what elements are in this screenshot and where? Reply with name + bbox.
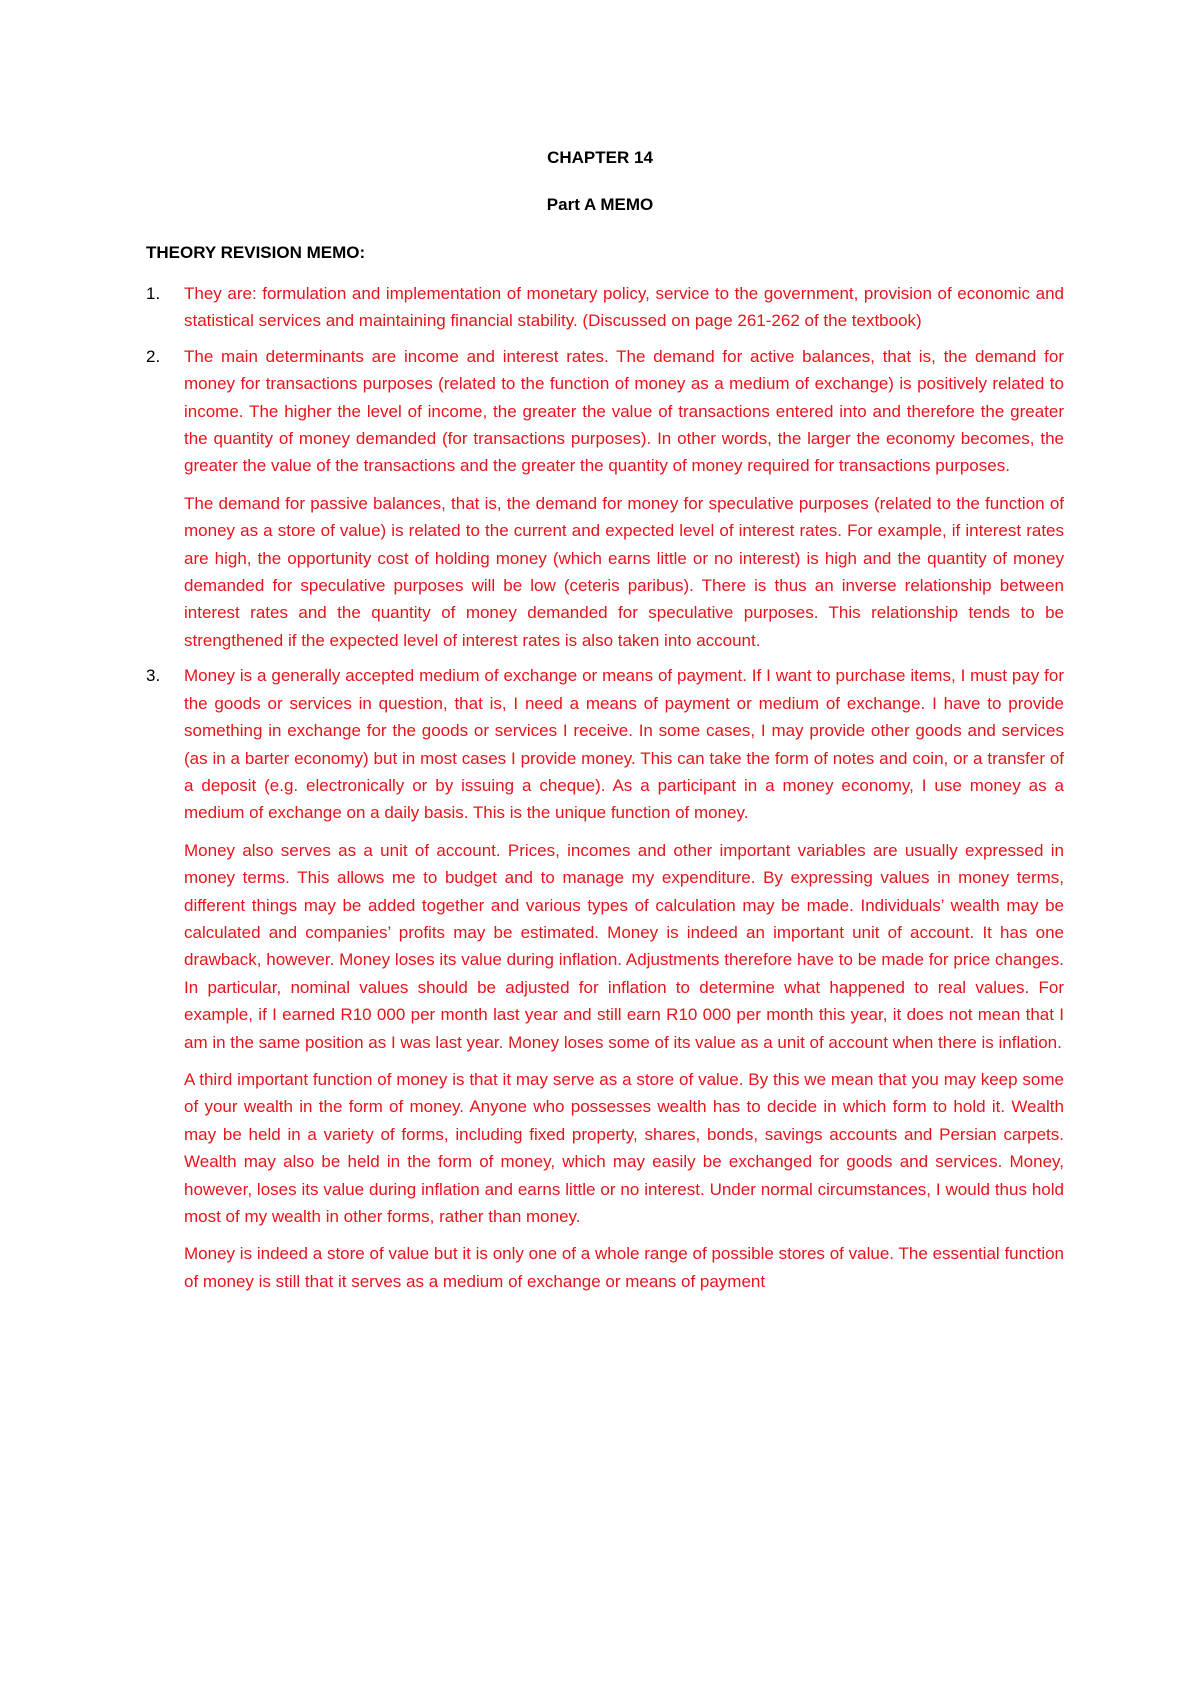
answer-paragraph: The demand for passive balances, that is, the demand for money for speculative purposes (related to the function of money as a store of value) is related to the current and expected level of interest rates. For example, if interest rates are high, the opportunity cost of holding money (which earns little or no interest) is high and the quantity of money demanded for speculative purposes will be low (ceteris paribus). There is thus an inverse relationship between interest rates and the quantity of money demanded for speculative purposes. This relationship tends to be strengthened if the expected level of interest rates is also taken into account. (184, 493, 1064, 650)
answer-paragraph: A third important function of money is that it may serve as a store of value. By this we mean that you may keep some of your wealth in the form of money. Anyone who possesses wealth has to decide in which form to hold it. Wealth may be held in a variety of forms, including fixed property, shares, bonds, savings accounts and Persian carpets. Wealth may also be held in the form of money, which may easily be exchanged for goods and services. Money, however, loses its value during inflation and earns little or no interest. Under normal circumstances, I would thus hold most of my wealth in other forms, rather than money. (184, 1069, 1064, 1226)
answer-number: 3. (146, 666, 161, 686)
answer-paragraph: Money is a generally accepted medium of exchange or means of payment. If I want to purchase items, I must pay for the goods or services in question, that is, I need a means of payment or medium of exchange. I have to provide something in exchange for the goods or services I receive. In some cases, I may provide other goods and services (as in a barter economy) but in most cases I provide money. This can take the form of notes and coin, or a transfer of a deposit (e.g. electronically or by issuing a cheque). As a participant in a money economy, I use money as a medium of exchange on a daily basis. This is the unique function of money. (184, 666, 1064, 823)
answer-number: 1. (146, 284, 161, 303)
answer-paragraph: Money also serves as a unit of account. Prices, incomes and other important variables are usually expressed in money terms. This allows me to budget and to manage my expenditure. By expressing values in money terms, different things may be added together and various types of calculation may be made. Individuals’ wealth may be calculated and companies’ profits may be estimated. Money is indeed an important unit of account. It has one drawback, however. Money loses its value during inflation. Adjustments therefore have to be made for price changes. In particular, nominal values should be adjusted for inflation to determine what happened to real values. For example, if I earned R10 000 per month last year and still earn R10 000 per month this year, it does not mean that I am in the same position as I was last year. Money loses some of its value as a unit of account when there is inflation. (184, 840, 1064, 1052)
part-title: Part A MEMO (546, 195, 654, 214)
answer-paragraph: The main determinants are income and interest rates. The demand for active balances, that is, the demand for money for transactions purposes (related to the function of money as a medium of exchange) is positively related to income. The higher the level of income, the greater the value of transactions entered into and therefore the greater the quantity of money demanded (for transactions purposes). In other words, the larger the economy becomes, the greater the value of the transactions and the greater the quantity of money required for transactions purposes. (184, 346, 1064, 476)
answer-paragraph: Money is indeed a store of value but it is only one of a whole range of possible stores of value. The essential function of money is still that it serves as a medium of exchange or means of payment (184, 1244, 1064, 1291)
answer-number: 2. (146, 346, 161, 366)
section-heading: THEORY REVISION MEMO: (146, 243, 366, 262)
answer-list (146, 280, 1064, 1303)
answer-item-3 (146, 662, 1064, 1295)
answer-item-2 (146, 343, 1064, 654)
answer-item-1 (146, 280, 1064, 335)
answer-paragraph: They are: formulation and implementation of monetary policy, service to the government, provision of economic and statistical services and maintaining financial stability. (Discussed on page 261-262 of the textbook) (184, 284, 1064, 331)
chapter-title: CHAPTER 14 (547, 148, 653, 167)
